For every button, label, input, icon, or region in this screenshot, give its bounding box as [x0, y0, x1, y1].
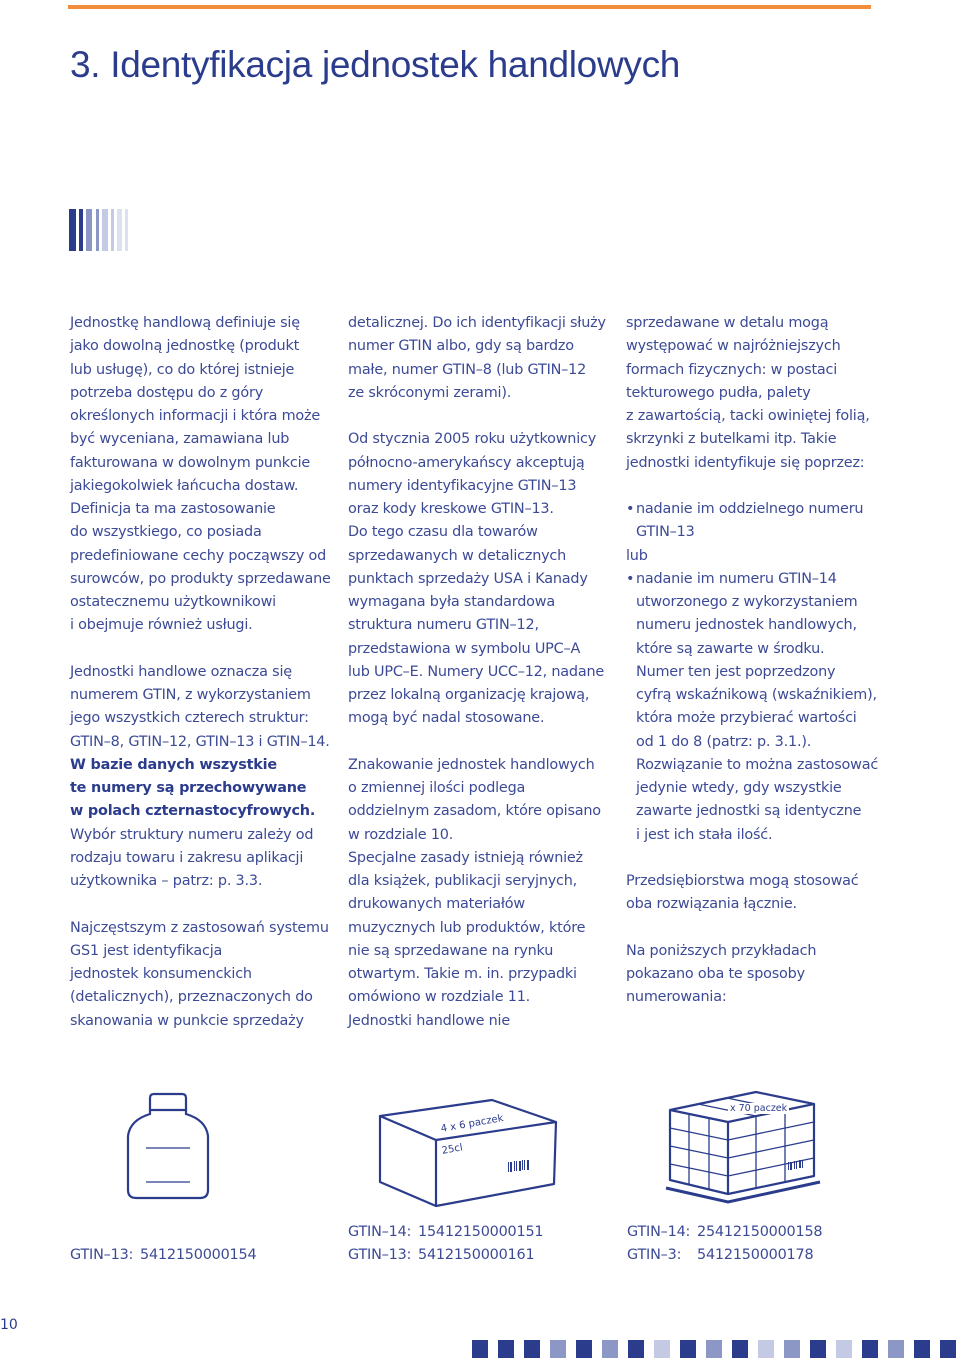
text-line: przez lokalną organizację krajową, [348, 687, 590, 703]
bullet-item [626, 568, 888, 847]
text-line: Od stycznia 2005 roku użytkownicy [348, 431, 597, 448]
text-line: wymagana była standardowa [348, 594, 555, 610]
text-line: która może przybierać wartości [636, 710, 857, 727]
text-line: numeru jednostek handlowych, [636, 617, 857, 634]
text-line: jego wszystkich czterech struktur: [70, 710, 309, 727]
text-line: o zmiennej ilości podlega [348, 780, 526, 796]
paragraph-gs1-usage [70, 917, 330, 1033]
pallet-gtin-3 [627, 1244, 814, 1267]
gtin-value: 15412150000151 [418, 1224, 544, 1240]
text-line: otwartym. Takie m. in. przypadki [348, 966, 577, 982]
box-gtin-14 [348, 1221, 544, 1244]
paragraph-north-america [348, 428, 610, 730]
text-line: (detalicznych), przeznaczonych do [70, 989, 313, 1006]
text-line: małe, numer GTIN–8 (lub GTIN–12 [348, 361, 587, 378]
box-illustration [372, 1096, 562, 1208]
text-line: surowców, po produkty sprzedawane [70, 570, 331, 587]
text-line: formach fizycznych: w postaci [626, 361, 838, 378]
box-volume-label: 25cl [441, 1142, 464, 1157]
text-line: drukowanych materiałów [348, 896, 525, 913]
text-line: sprzedawanych w detalicznych [348, 547, 567, 564]
text-line: z zawartością, tacki owiniętej folią, [626, 408, 870, 424]
page-title: 3. Identyfikacja jednostek handlowych [70, 44, 681, 85]
text-column-2 [348, 312, 610, 1033]
text-line: użytkownika – patrz: p. 3.3. [70, 873, 263, 889]
text-line: Jednostki handlowe oznacza się [70, 663, 292, 680]
text-line: cyfrą wskaźnikową (wskaźnikiem), [636, 687, 877, 703]
gtin-label: GTIN–14: [348, 1224, 412, 1240]
text-line: Wybór struktury numeru zależy od [70, 826, 314, 843]
text-line: numery identyfikacyjne GTIN–13 [348, 477, 577, 494]
text-line: Do tego czasu dla towarów [348, 524, 538, 541]
box-gtin-13 [348, 1244, 535, 1267]
bold-text-line: te numery są przechowywane [70, 780, 307, 796]
text-line: ostatecznemu użytkownikowi [70, 594, 276, 610]
bullet-item [626, 498, 888, 545]
gtin-label: GTIN–13: [70, 1247, 134, 1263]
text-line: Jednostkę handlową definiuje się [70, 315, 300, 331]
text-line: Numer ten jest poprzedzony [636, 663, 836, 680]
text-line: rodzaju towaru i zakresu aplikacji [70, 849, 304, 866]
text-line: w rozdziale 10. [348, 826, 454, 843]
bold-text-line: w polach czternastocyfrowych. [70, 803, 316, 820]
text-line: Specjalne zasady istnieją również [348, 849, 583, 866]
text-line: jednostki identyfikuje się poprzez: [626, 454, 865, 471]
paragraph-examples [626, 940, 888, 1010]
bottle-gtin [70, 1244, 257, 1267]
text-line: Znakowanie jednostek handlowych [348, 756, 595, 773]
text-line: przedstawiona w symbolu UPC–A [348, 640, 581, 657]
top-accent-rule [68, 5, 871, 9]
gtin-label: GTIN–13: [348, 1247, 412, 1263]
text-line: Na poniższych przykładach [626, 942, 817, 959]
text-line: pokazano oba te sposoby [626, 966, 805, 982]
text-line: i jest ich stała ilość. [636, 826, 773, 843]
text-line: skrzynki z butelkami itp. Takie [626, 431, 837, 448]
text-line: sprzedawane w detalu mogą [626, 315, 829, 331]
text-line: skanowania w punkcie sprzedaży [70, 1012, 304, 1029]
bullet-line: • nadanie im numeru GTIN–14 [626, 568, 888, 591]
text-line: północno-amerykańscy akceptują [348, 454, 585, 471]
text-line: tekturowego pudła, palety [626, 384, 811, 401]
text-line: oba rozwiązania łącznie. [626, 896, 797, 913]
gtin-value: 5412150000161 [418, 1247, 535, 1263]
text-line: muzycznych lub produktów, które [348, 919, 586, 936]
text-line: Przedsiębiorstwa mogą stosować [626, 873, 859, 889]
text-line: omówiono w rozdziale 11. [348, 989, 531, 1006]
gtin-value: 5412150000154 [140, 1247, 257, 1263]
gtin-value: 5412150000178 [697, 1247, 814, 1263]
text-line: oraz kody kreskowe GTIN–13. [348, 501, 554, 517]
text-line: detalicznej. Do ich identyfikacji służy [348, 315, 606, 331]
text-line: struktura numeru GTIN–12, [348, 617, 539, 634]
text-line: oddzielnym zasadom, które opisano [348, 803, 601, 820]
text-line: jako dowolną jednostkę (produkt [70, 338, 300, 355]
text-line: numerowania: [626, 989, 727, 1006]
text-line: dla książek, publikacji seryjnych, [348, 873, 578, 889]
pallet-gtin-14 [627, 1221, 823, 1244]
box-label: 4 x 6 paczek [440, 1112, 505, 1135]
text-line: i obejmuje również usługi. [70, 617, 253, 634]
text-line: występować w najróżniejszych [626, 338, 841, 355]
text-line: Najczęstszym z zastosowań systemu [70, 919, 329, 936]
text-line: potrzeba dostępu do z góry [70, 384, 264, 401]
text-line: jednostek konsumenckich [70, 966, 252, 982]
text-line: Rozwiązanie to można zastosować [636, 756, 879, 773]
text-line: GS1 jest identyfikacja [70, 942, 223, 959]
text-column-3 [626, 312, 888, 1010]
text-line: Definicja ta ma zastosowanie [70, 501, 276, 517]
paragraph-retail [348, 312, 610, 405]
text-line: lub UPC–E. Numery UCC–12, nadane [348, 663, 605, 680]
text-line: które są zawarte w środku. [636, 640, 825, 657]
paragraph-gtin-structures [70, 661, 330, 894]
text-line: fakturowana w dowolnym punkcie [70, 454, 311, 471]
text-line: do wszystkiego, co posiada [70, 524, 262, 541]
text-line: lub usługę), co do której istnieje [70, 361, 295, 378]
text-line: predefiniowane cechy począwszy od [70, 547, 327, 564]
bold-text-line: W bazie danych wszystkie [70, 756, 277, 773]
gtin-label: GTIN–14: [627, 1224, 691, 1240]
paragraph-definition [70, 312, 330, 638]
pallet-label: x 70 paczek [730, 1103, 788, 1114]
text-line: GTIN–13 [636, 524, 695, 541]
text-line: GTIN–8, GTIN–12, GTIN–13 i GTIN–14. [70, 733, 330, 750]
text-line: numerem GTIN, z wykorzystaniem [70, 687, 311, 703]
text-line: ze skróconymi zerami). [348, 384, 512, 401]
paragraph-both-solutions [626, 870, 888, 917]
barcode-logo-icon [69, 209, 131, 251]
text-column-1 [70, 312, 330, 1033]
paragraph-physical-forms [626, 312, 888, 475]
text-line: mogą być nadal stosowane. [348, 710, 545, 727]
text-line: określonych informacji i która może [70, 408, 321, 424]
page-number: 10 [0, 1317, 18, 1333]
text-line: jakiegokolwiek łańcucha dostaw. [70, 477, 299, 494]
text-line: nie są sprzedawane na rynku [348, 942, 554, 959]
gtin-label: GTIN–3: [627, 1247, 682, 1263]
text-line: punktach sprzedaży USA i Kanady [348, 570, 588, 587]
gtin-value: 25412150000158 [697, 1224, 823, 1240]
bottle-illustration [120, 1090, 216, 1202]
text-line: jedynie wtedy, gdy wszystkie [636, 780, 842, 796]
text-line: utworzonego z wykorzystaniem [636, 594, 858, 610]
text-line: zawarte jednostki są identyczne [636, 803, 862, 820]
text-line: od 1 do 8 (patrz: p. 3.1.). [636, 733, 812, 750]
or-separator: lub [626, 547, 648, 564]
paragraph-variable-quantity [348, 754, 610, 1033]
text-line: numer GTIN albo, gdy są bardzo [348, 338, 574, 355]
text-line: być wyceniana, zamawiana lub [70, 431, 290, 448]
text-line: Jednostki handlowe nie [348, 1012, 510, 1029]
bullet-line: • nadanie im oddzielnego numeru [626, 498, 888, 521]
